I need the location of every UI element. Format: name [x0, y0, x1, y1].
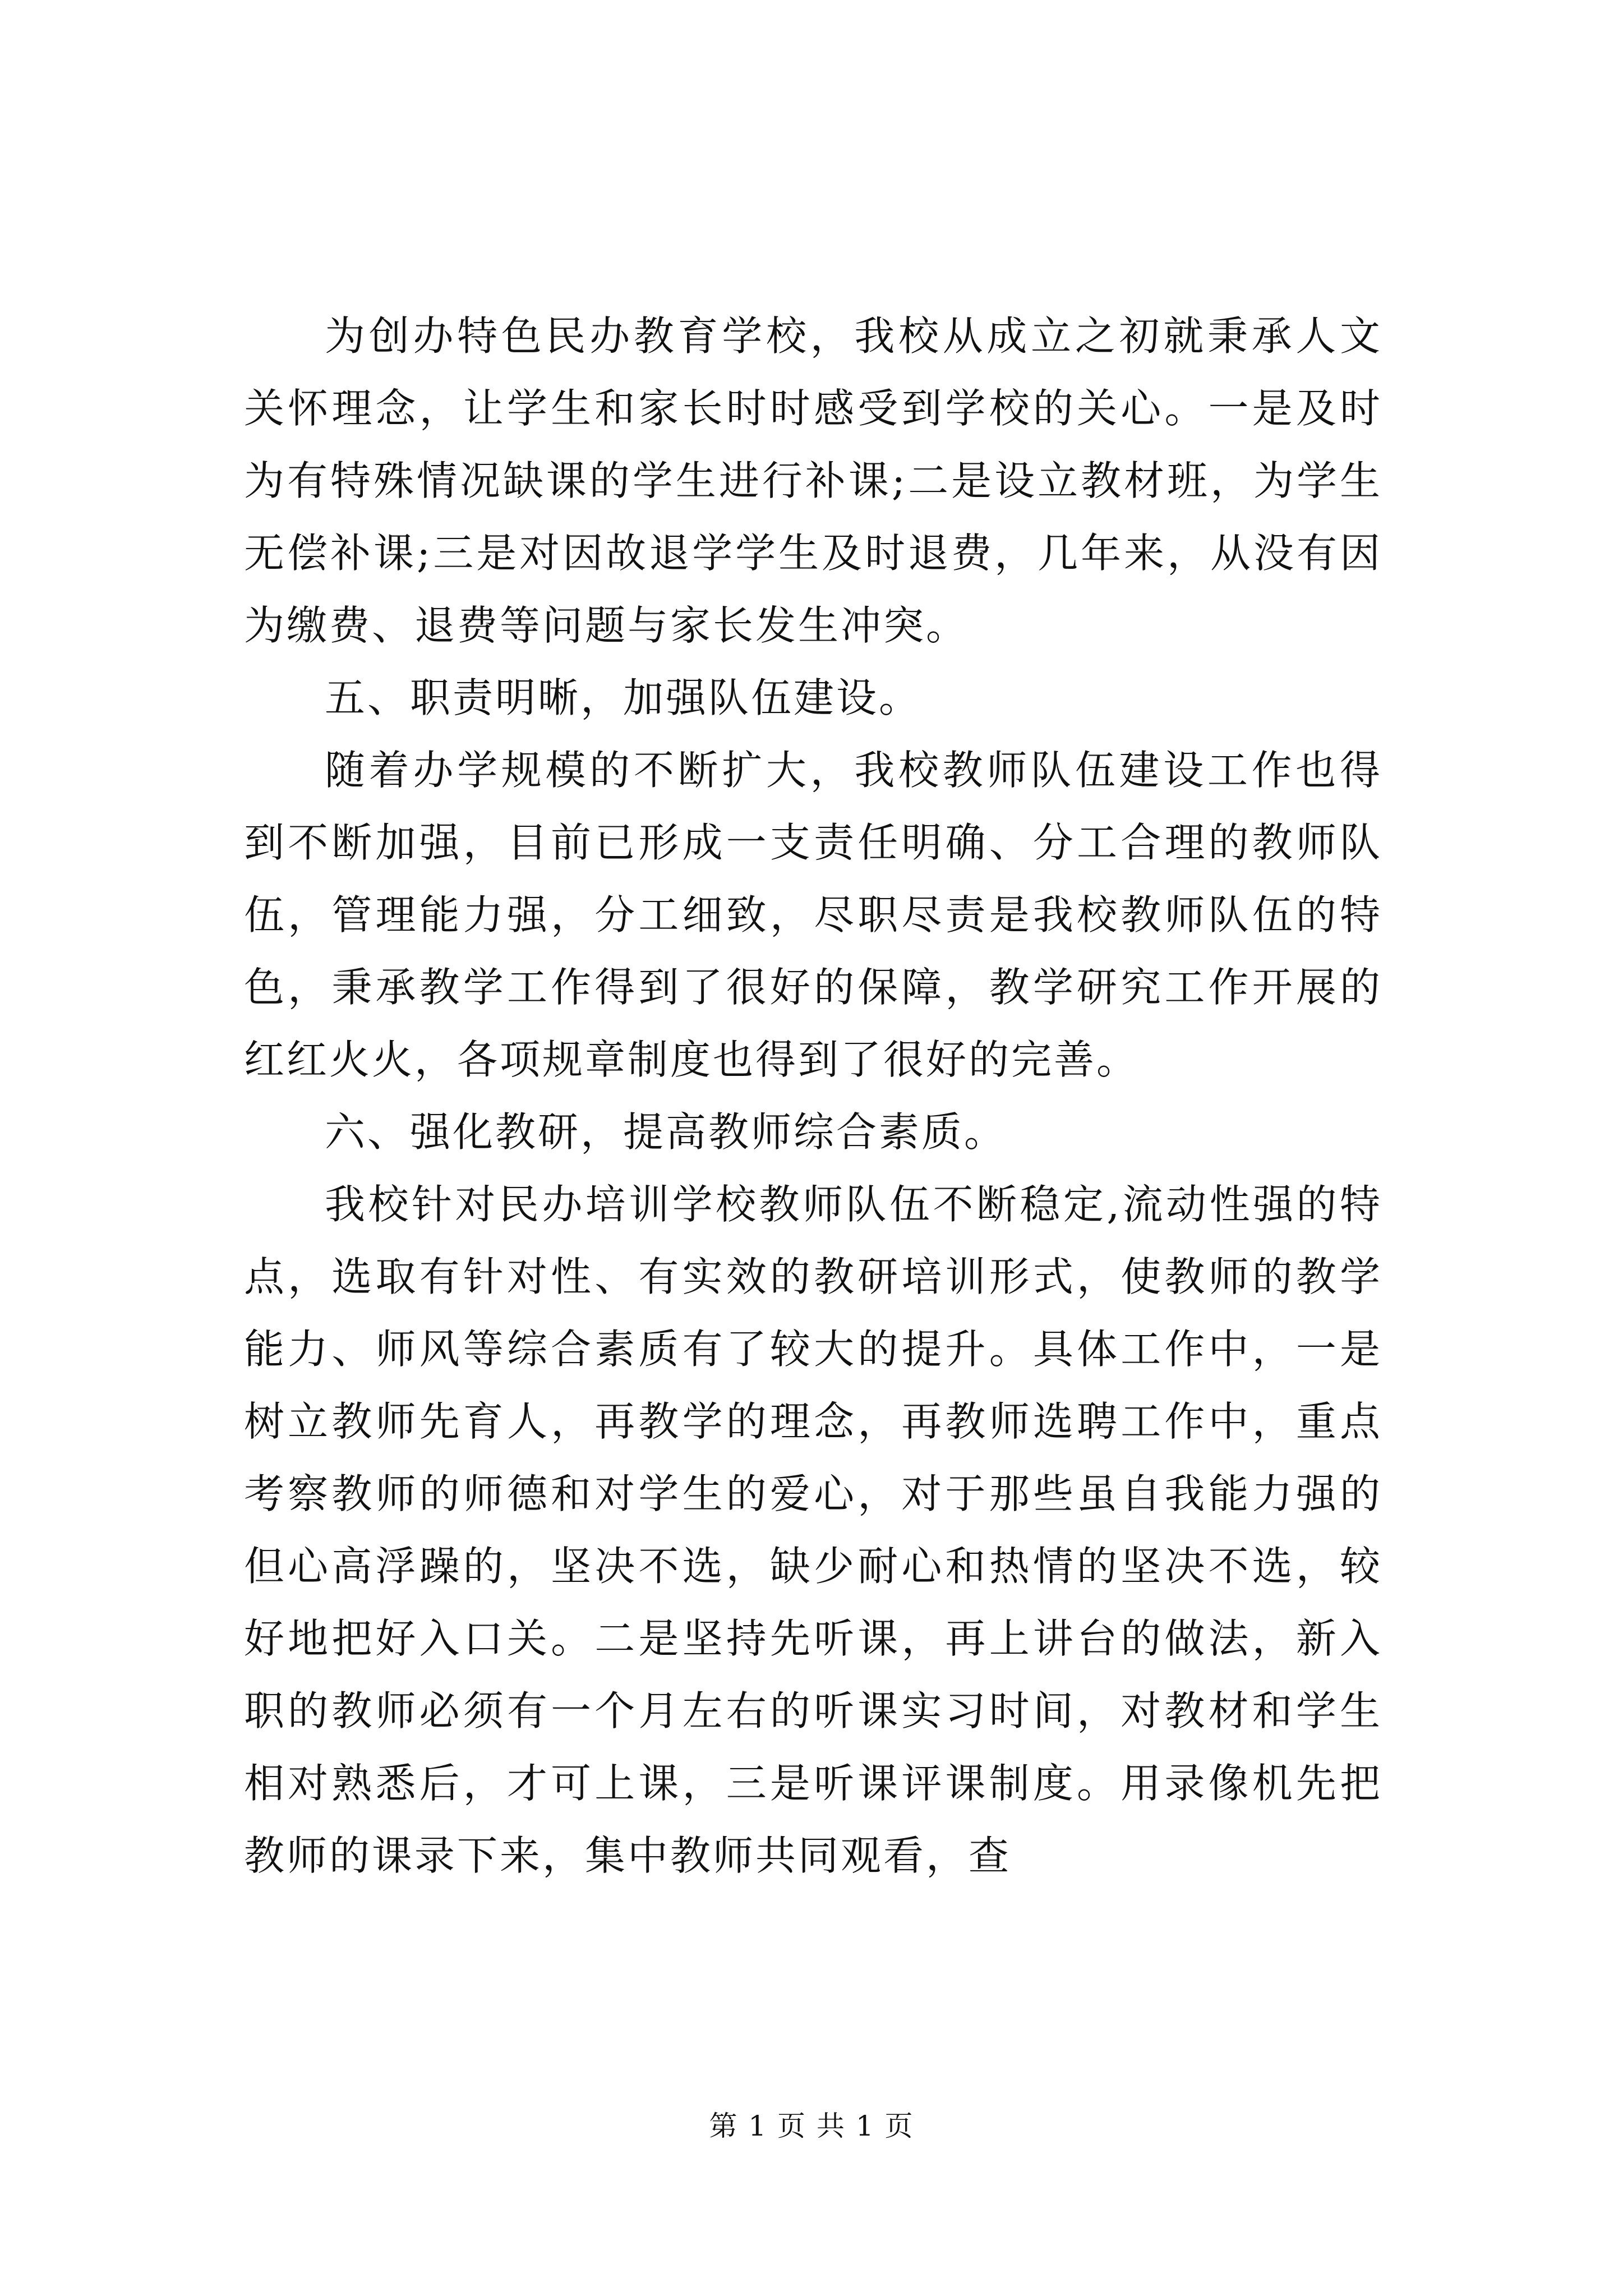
- paragraph-parent-care: 为创办特色民办教育学校，我校从成立之初就秉承人文关怀理念，让学生和家长时时感受到学校的关心。一是及时为有特殊情况缺课的学生进行补课;二是设立教材班，为学生无偿补课;三是对因故退学学生及时退费，几年来，从没有因为缴费、退费等问题与家长发生冲突。: [244, 312, 1382, 649]
- document-body: [244, 300, 1382, 1892]
- paragraph-teaching-research: 我校针对民办培训学校教师队伍不断稳定,流动性强的特点，选取有针对性、有实效的教研培训形式，使教师的教学能力、师风等综合素质有了较大的提升。具体工作中，一是树立教师先育人，再教学的理念，再教师选聘工作中，重点考察教师的师德和对学生的爱心，对于那些虽自我能力强的但心高浮躁的，坚决不选，缺少耐心和热情的坚决不选，较好地把好入口关。二是坚持先听课，再上讲台的做法，新入职的教师必须有一个月左右的听课实习时间，对教材和学生相对熟悉后，才可上课，三是听课评课制度。用录像机先把教师的课录下来，集中教师共同观看，查: [244, 1181, 1382, 1879]
- section-heading-five: 五、职责明晰，加强队伍建设。: [325, 674, 922, 721]
- section-heading-six: 六、强化教研，提高教师综合素质。: [325, 1108, 1007, 1156]
- page-footer: 第 1 页 共 1 页: [709, 2110, 914, 2142]
- paragraph-team-building: 随着办学规模的不断扩大，我校教师队伍建设工作也得到不断加强，目前已形成一支责任明确、分工合理的教师队伍，管理能力强，分工细致，尽职尽责是我校教师队伍的特色，秉承教学工作得到了很好的保障，教学研究工作开展的红红火火，各项规章制度也得到了很好的完善。: [244, 747, 1382, 1083]
